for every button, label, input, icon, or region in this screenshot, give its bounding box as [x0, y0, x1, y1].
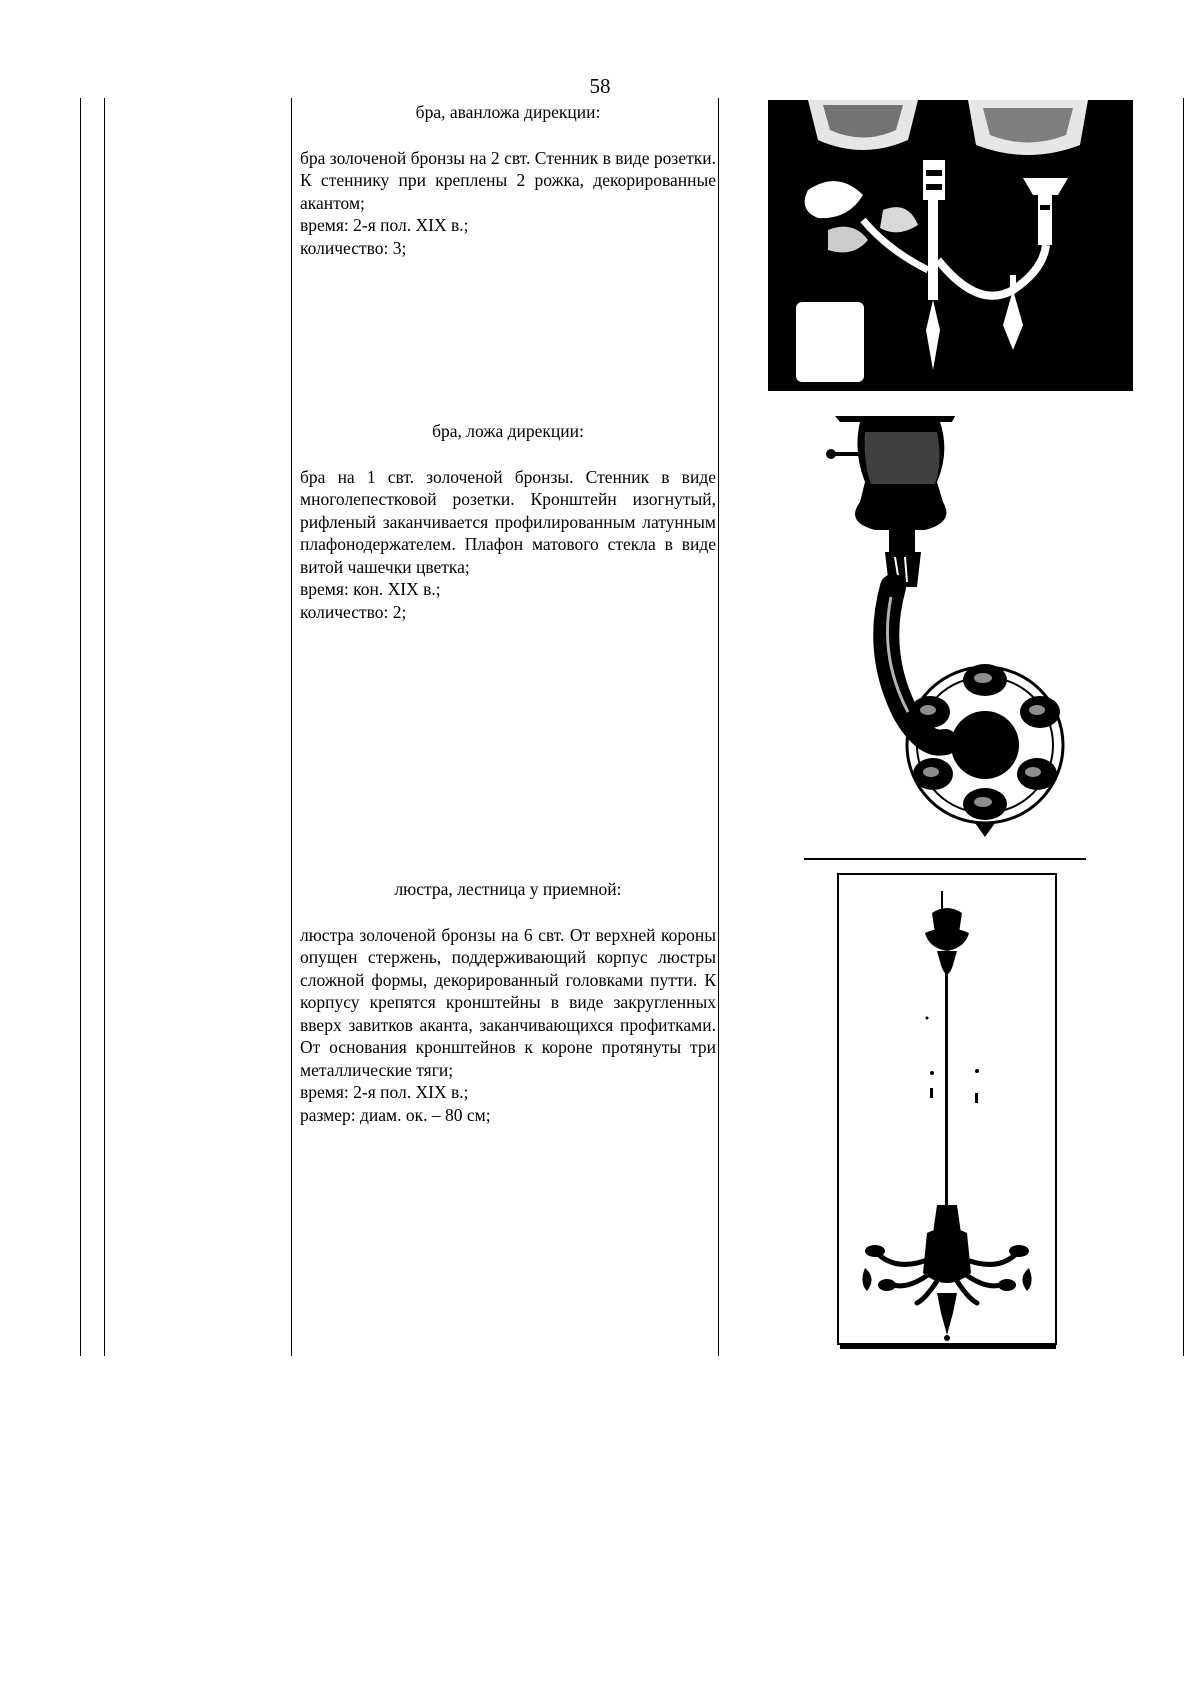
entry-time: время: 2-я пол. XIX в.; — [300, 1082, 469, 1102]
catalog-entry — [300, 878, 716, 1126]
entry-time: время: 2-я пол. XIX в.; — [300, 215, 469, 235]
entry-description: бра на 1 свт. золоченой бронзы. Стенник в виде многолепестковой розетки. Кронштейн изогнутый, рифленый заканчивается профилированным латунным плафонодержателем. Плафон матового стекла в виде витой чашечки цветка; — [300, 466, 716, 577]
entry-quantity: количество: 3; — [300, 237, 407, 258]
table-border-right — [1183, 98, 1184, 1356]
entry-heading: бра, ложа дирекции: — [432, 421, 584, 441]
photo-separator-line — [804, 858, 1086, 860]
table-border-text-right — [718, 98, 719, 1356]
chandelier-photo — [837, 873, 1057, 1350]
entry-size: размер: диам. ок. – 80 см; — [300, 1104, 491, 1125]
entry-description: люстра золоченой бронзы на 6 свт. От верхней короны опущен стержень, поддерживающий корпус люстры сложной формы, декорированный головками путти. К корпусу крепятся кронштейны в виде закругленных вверх завитков аканта, заканчивающихся профитками. От основания кронштейнов к короне протянуты три металлические тяги; — [300, 924, 716, 1080]
single-arm-sconce-photo — [805, 412, 1135, 860]
table-border-left-outer — [80, 98, 81, 1356]
catalog-entry — [300, 420, 716, 623]
entry-time: время: кон. XIX в.; — [300, 579, 441, 599]
entry-heading: люстра, лестница у приемной: — [394, 879, 622, 899]
table-border-text-left — [291, 98, 292, 1356]
table-border-left-inner — [104, 98, 105, 1356]
entry-heading: бра, аванложа дирекции: — [415, 102, 601, 122]
entry-description: бра золоченой бронзы на 2 свт. Стенник в виде розетки. К стеннику при креплены 2 рожка, декорированные акантом; — [300, 147, 716, 213]
catalog-entry — [300, 101, 716, 259]
page-number: 58 — [589, 74, 611, 98]
entry-quantity: количество: 2; — [300, 601, 407, 622]
two-arm-sconce-photo — [768, 100, 1133, 391]
